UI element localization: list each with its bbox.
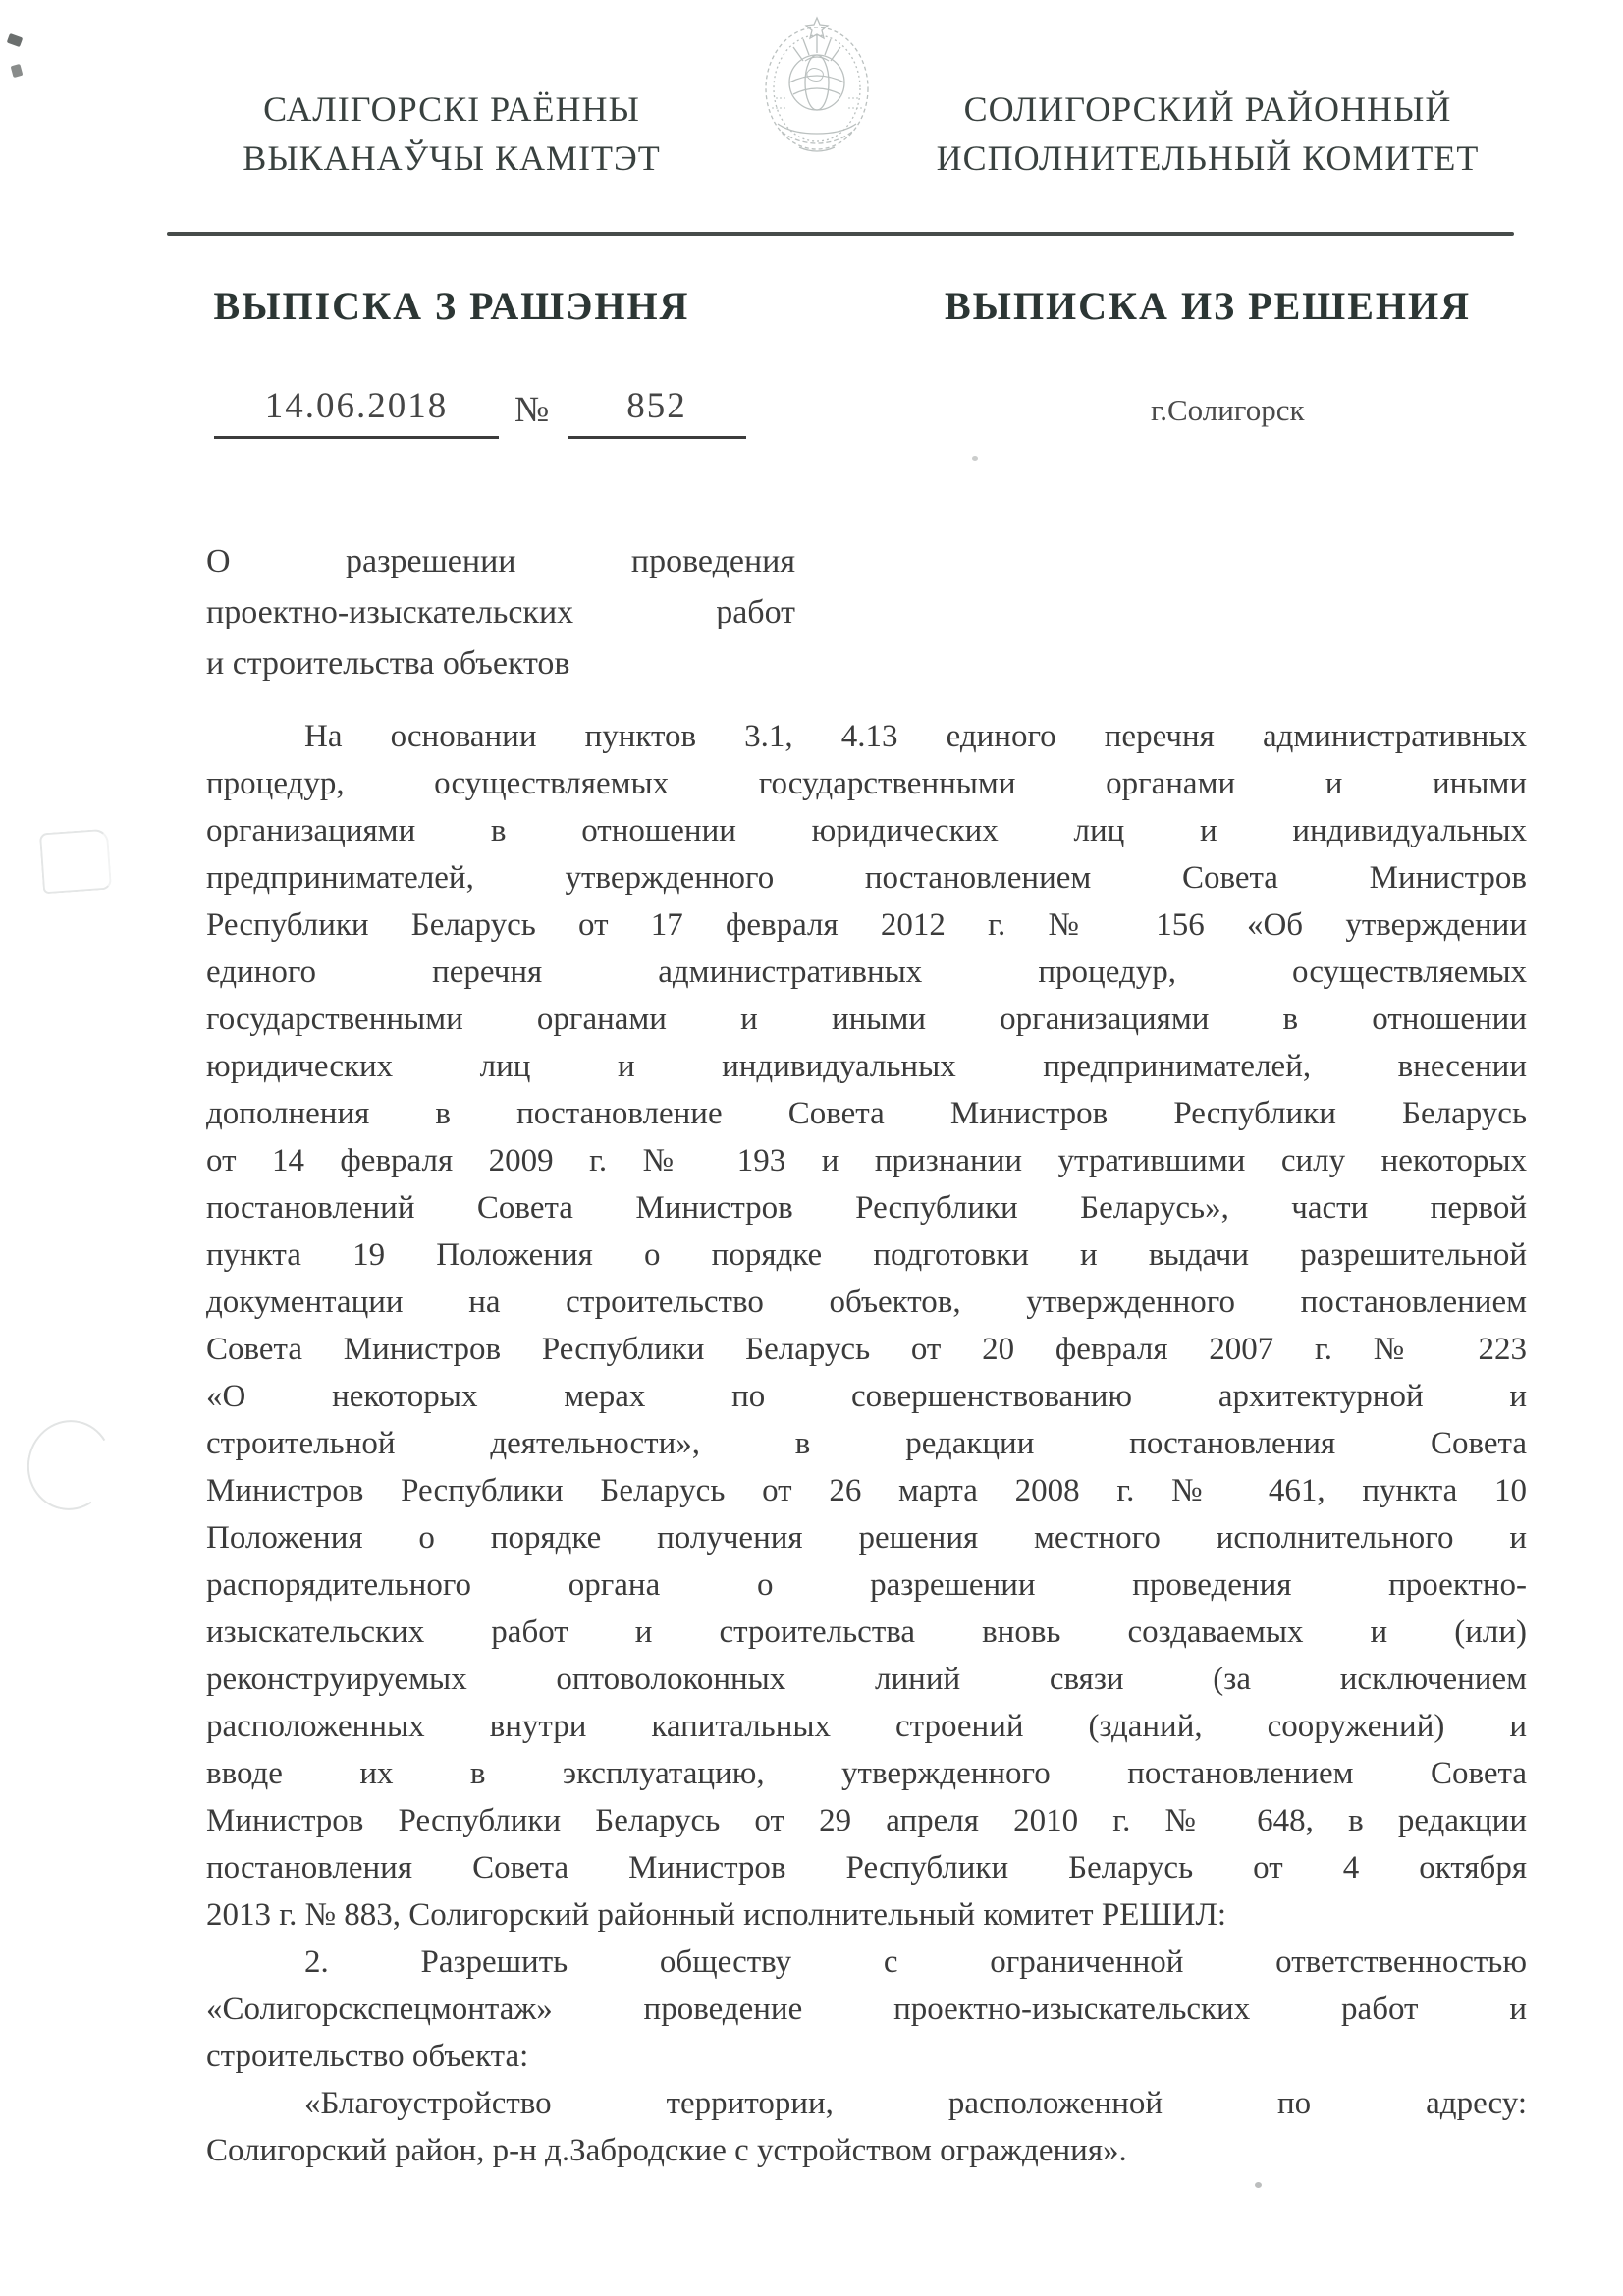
text-line: государственными органами и иными организациями в отношении (206, 1002, 1527, 1037)
text-line: процедур, осуществляемых государственными органами и иными (206, 766, 1527, 801)
org-name-line: ИСПОЛНИТЕЛЬНЫЙ КОМИТЕТ (936, 138, 1480, 178)
paragraph-permission (206, 1939, 1527, 2080)
org-name-line: ВЫКАНАЎЧЫ КАМІТЭТ (243, 138, 661, 178)
body-text (206, 713, 1527, 2174)
text-line: расположенных внутри капитальных строений (зданий, сооружений) и (206, 1709, 1527, 1744)
org-name-line: СОЛИГОРСКИЙ РАЙОННЫЙ (963, 89, 1452, 129)
text-line: юридических лиц и индивидуальных предпринимателей, внесении (206, 1049, 1527, 1084)
paragraph-legal-basis (206, 713, 1527, 1939)
belarus-emblem-icon (748, 14, 886, 159)
text-line: «Солигорскспецмонтаж» проведение проектно-изыскательских работ и (206, 1992, 1527, 2027)
text-line: Положения о порядке получения решения местного исполнительного и (206, 1520, 1527, 1556)
text-line: распорядительного органа о разрешении проведения проектно- (206, 1567, 1527, 1603)
text-line: предпринимателей, утвержденного постановлением Совета Министров (206, 860, 1527, 896)
text-line: дополнения в постановление Совета Министров Республики Беларусь (206, 1096, 1527, 1131)
org-name-line: САЛІГОРСКІ РАЁННЫ (263, 89, 640, 129)
scan-speck (972, 456, 978, 461)
document-title-russian: ВЫПИСКА ИЗ РЕШЕНИЯ (944, 284, 1472, 328)
text-line: единого перечня административных процедур, осуществляемых (206, 955, 1527, 990)
header-divider-rule (167, 232, 1514, 236)
scan-speck (7, 33, 24, 47)
text-line: изыскательских работ и строительства вновь создаваемых и (или) (206, 1614, 1527, 1650)
org-name-russian (901, 84, 1514, 183)
text-line: 2013 г. № 883, Солигорский районный исполнительный комитет РЕШИЛ: (206, 1897, 1227, 1933)
scan-speck (1255, 2182, 1262, 2188)
text-line: реконструируемых оптоволоконных линий связи (за исключением (206, 1662, 1527, 1697)
text-line: 2. Разрешить обществу с ограниченной ответственностью (304, 1944, 1527, 1980)
text-line: от 14 февраля 2009 г. № 193 и признании утратившими силу некоторых (206, 1143, 1527, 1178)
paragraph-object (206, 2080, 1527, 2174)
text-line: постановления Совета Министров Республики Беларусь от 4 октября (206, 1850, 1527, 1886)
decision-number: 852 (568, 385, 746, 439)
text-line: пункта 19 Положения о порядке подготовки и выдачи разрешительной (206, 1237, 1527, 1273)
document-title-belarusian: ВЫПІСКА З РАШЭННЯ (213, 284, 690, 328)
text-line: Солигорский район, р-н д.Забродские с устройством ограждения». (206, 2133, 1127, 2168)
decision-date: 14.06.2018 (214, 385, 499, 439)
text-line: строительство объекта: (206, 2039, 529, 2074)
subject-block (206, 536, 795, 689)
number-sign: № (514, 390, 550, 430)
text-line: постановлений Совета Министров Республики Беларусь», части первой (206, 1190, 1527, 1226)
text-line: Министров Республики Беларусь от 29 апреля 2010 г. № 648, в редакции (206, 1803, 1527, 1838)
text-line: Совета Министров Республики Беларусь от 20 февраля 2007 г. № 223 (206, 1332, 1527, 1367)
text-line: «Благоустройство территории, расположенной по адресу: (304, 2086, 1527, 2121)
text-line: и строительства объектов (206, 645, 570, 682)
text-line: организациями в отношении юридических лиц и индивидуальных (206, 813, 1527, 848)
text-line: Министров Республики Беларусь от 26 марта 2008 г. № 461, пункта 10 (206, 1473, 1527, 1508)
org-name-belarusian (177, 84, 727, 183)
scan-speck (11, 64, 24, 78)
text-line: строительной деятельности», в редакции постановления Совета (206, 1426, 1527, 1461)
scan-artifact-box (39, 829, 112, 895)
city-label: г.Солигорск (1151, 393, 1305, 427)
text-line: проектно-изыскательских работ (206, 594, 795, 630)
text-line: Республики Беларусь от 17 февраля 2012 г. № 156 «Об утверждении (206, 907, 1527, 943)
text-line: «О некоторых мерах по совершенствованию архитектурной и (206, 1379, 1527, 1414)
text-line: На основании пунктов 3.1, 4.13 единого перечня административных (304, 719, 1527, 754)
text-line: О разрешении проведения (206, 543, 795, 579)
scan-artifact-ring (19, 1412, 120, 1518)
text-line: вводе их в эксплуатацию, утвержденного постановлением Совета (206, 1756, 1527, 1791)
text-line: документации на строительство объектов, утвержденного постановлением (206, 1285, 1527, 1320)
